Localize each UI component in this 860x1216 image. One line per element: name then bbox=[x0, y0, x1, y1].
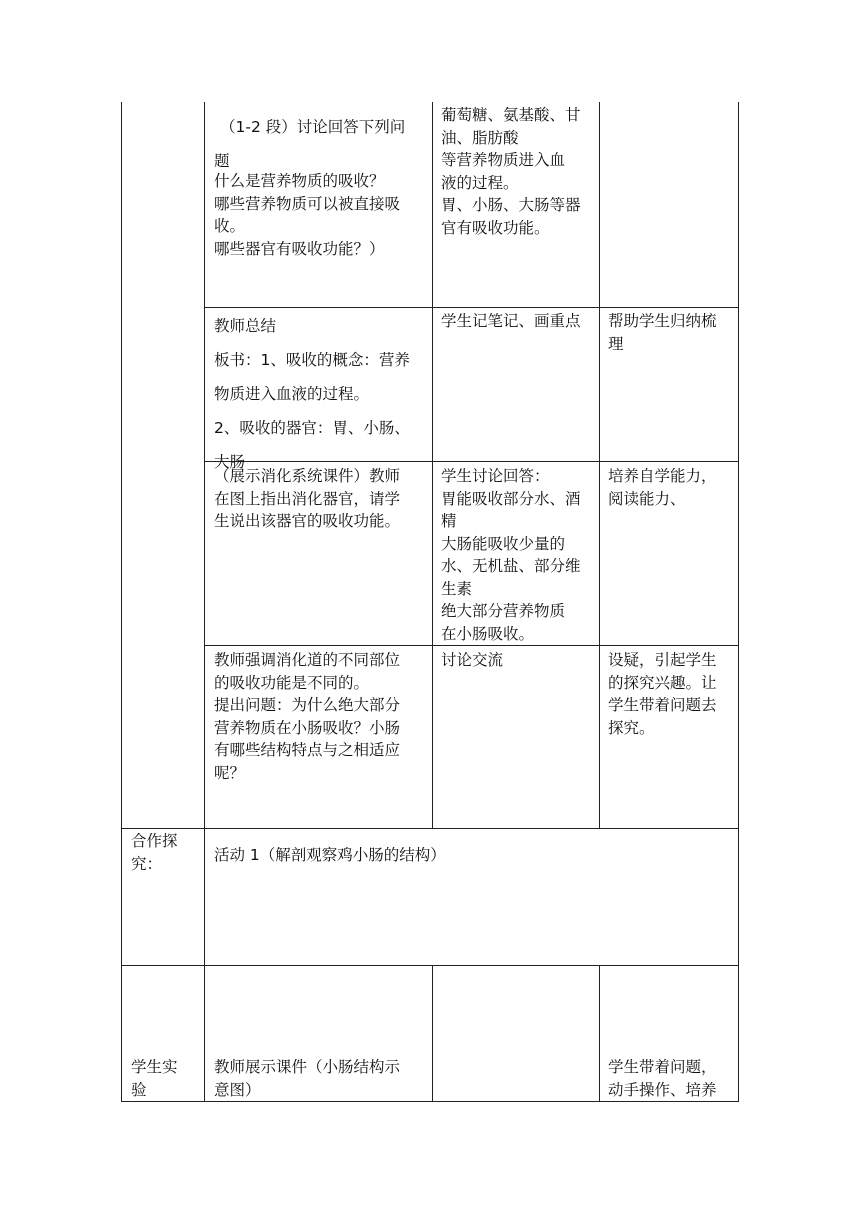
text-line: 板书：1、吸收的概念：营养 bbox=[214, 351, 410, 369]
text-line: 合作探 bbox=[131, 832, 178, 850]
text-line: 葡萄糖、氨基酸、甘 bbox=[441, 106, 581, 124]
row-divider-summary bbox=[204, 307, 738, 308]
text-line: 究： bbox=[131, 854, 163, 873]
cell-purpose-question bbox=[608, 649, 736, 739]
text-line: 教师总结 bbox=[214, 317, 277, 335]
text-line: 教师展示课件（小肠结构示 bbox=[214, 1058, 401, 1076]
text-line: 哪些器官有吸收功能？） bbox=[214, 239, 385, 258]
column-divider-teacher bbox=[432, 102, 433, 828]
text-line: 的吸收功能是不同的。 bbox=[214, 673, 370, 692]
row-divider-experiment bbox=[121, 965, 738, 966]
text-line: 学生带着问题， bbox=[608, 1058, 717, 1076]
table-border-left bbox=[121, 102, 122, 1102]
text-line: 意图） bbox=[214, 1080, 261, 1099]
text-line: 学生记笔记、画重点 bbox=[441, 312, 581, 330]
text-line: 有哪些结构特点与之相适应 bbox=[214, 741, 401, 759]
text-line: 教师强调消化道的不同部位 bbox=[214, 651, 401, 669]
row-divider-question bbox=[204, 645, 738, 646]
text-line: 在小肠吸收。 bbox=[441, 624, 535, 643]
text-line: 的探究兴趣。让 bbox=[608, 673, 717, 692]
column-divider-student-lower bbox=[599, 965, 600, 1102]
cell-teacher-experiment bbox=[214, 1056, 428, 1101]
text-line: 帮助学生归纳梳 bbox=[608, 312, 717, 330]
activity-title: 活动 1（解剖观察鸡小肠的结构） bbox=[214, 846, 446, 864]
table-border-bottom bbox=[121, 1101, 738, 1102]
cell-teacher-courseware bbox=[214, 465, 428, 533]
text-line: 油、脂肪酸 bbox=[441, 128, 519, 147]
cell-student-question bbox=[441, 649, 597, 672]
cell-purpose-courseware bbox=[608, 465, 736, 510]
text-line: 学生实 bbox=[131, 1058, 178, 1076]
row-divider-cooperation bbox=[121, 828, 738, 829]
text-line: 呢？ bbox=[214, 763, 246, 782]
text-line: 题 bbox=[214, 152, 230, 170]
text-line: 等营养物质进入血 bbox=[441, 151, 566, 169]
cell-student-absorption-intro bbox=[441, 104, 597, 239]
cell-activity-cooperation bbox=[214, 844, 729, 867]
column-divider-teacher-lower bbox=[432, 965, 433, 1102]
text-line: 学生带着问题去 bbox=[608, 696, 717, 714]
text-line: 大肠 bbox=[214, 453, 246, 471]
text-line: 绝大部分营养物质 bbox=[441, 602, 566, 620]
text-line: 讨论交流 bbox=[441, 651, 504, 669]
text-line: 学生讨论回答： bbox=[441, 467, 550, 485]
text-line: （1-2 段）讨论回答下列问 bbox=[220, 118, 406, 136]
text-line: 精 bbox=[441, 512, 457, 530]
column-divider-stage bbox=[204, 102, 205, 1102]
cell-purpose-summary bbox=[608, 310, 736, 355]
text-line: 营养物质在小肠吸收？小肠 bbox=[214, 718, 401, 737]
text-line: 阅读能力、 bbox=[608, 489, 686, 508]
text-line: 设疑，引起学生 bbox=[608, 651, 717, 669]
cell-student-summary bbox=[441, 310, 597, 333]
cell-student-courseware bbox=[441, 465, 597, 645]
text-line: 物质进入血液的过程。 bbox=[214, 385, 370, 403]
text-line: 哪些营养物质可以被直接吸 bbox=[214, 194, 401, 213]
text-line: 胃、小肠、大肠等器 bbox=[441, 196, 581, 214]
cell-teacher-summary bbox=[214, 309, 428, 479]
text-line: 培养自学能力， bbox=[608, 467, 717, 485]
text-line: 官有吸收功能。 bbox=[441, 218, 550, 237]
text-line: 在图上指出消化器官，请学 bbox=[214, 489, 401, 508]
cell-teacher-absorption-intro bbox=[214, 110, 428, 260]
cell-stage-experiment bbox=[131, 1056, 201, 1101]
text-line: 生说出该器官的吸收功能。 bbox=[214, 512, 401, 530]
cell-teacher-question bbox=[214, 649, 428, 784]
text-line: 水、无机盐、部分维 bbox=[441, 557, 581, 575]
text-line: 收。 bbox=[214, 217, 246, 235]
column-divider-student bbox=[599, 102, 600, 828]
text-line: （展示消化系统课件）教师 bbox=[214, 467, 401, 485]
text-line: 胃能吸收部分水、酒 bbox=[441, 489, 581, 508]
text-line: 验 bbox=[131, 1080, 147, 1099]
text-line: 动手操作、培养 bbox=[608, 1080, 717, 1099]
text-line: 大肠能吸收少量的 bbox=[441, 534, 566, 553]
text-line: 液的过程。 bbox=[441, 173, 519, 192]
text-line: 探究。 bbox=[608, 718, 655, 737]
cell-stage-cooperation bbox=[131, 830, 201, 875]
table-border-right bbox=[738, 102, 739, 1102]
text-line: 什么是营养物质的吸收？ bbox=[214, 172, 385, 190]
text-line: 理 bbox=[608, 334, 624, 353]
text-line: 提出问题：为什么绝大部分 bbox=[214, 696, 401, 714]
text-line: 2、吸收的器官：胃、小肠、 bbox=[214, 419, 410, 437]
text-line: 生素 bbox=[441, 579, 473, 598]
cell-purpose-experiment bbox=[608, 1056, 736, 1101]
